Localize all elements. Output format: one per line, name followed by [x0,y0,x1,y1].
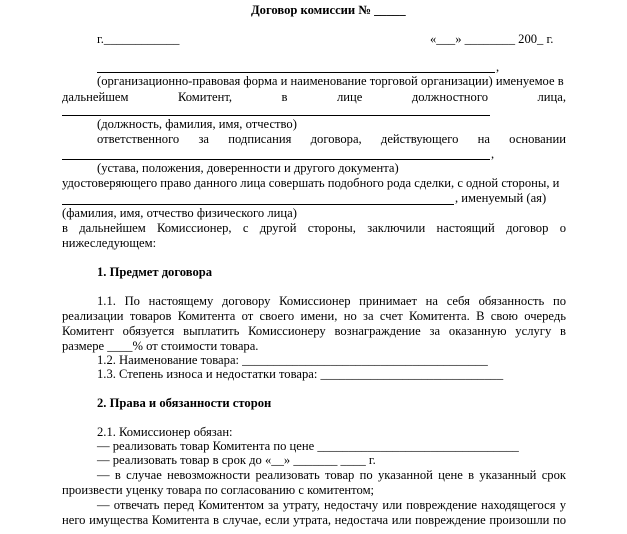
position-caption: (должность, фамилия, имя, отчество) [97,117,297,131]
duty-liability-line-1: — отвечать перед Комитентом за утрату, недостачу или повреждение находящегося у [97,498,566,512]
agreement-line-end: нижеследующем: [62,236,157,250]
clause-1-1-line-1: 1.1. По настоящему договору Комиссионер принимает на себя обязанность по [97,294,566,308]
person-blank-line [62,204,454,205]
basis-caption: (устава, положения, доверенности и другого документа) [97,161,399,175]
clause-1-1-line-2: реализации товаров Комитента от своего имени, но за счет Комитента. В свою очередь [62,309,566,323]
named-as: , именуемый (ая) [455,191,547,205]
duty-liability-line-2: него имущества Комитента в случае, если утрата, недостача или повреждение произошли по [62,513,566,527]
position-blank-line [62,115,490,116]
org-name-blank-line [97,72,495,73]
clause-1-1-line-4: размере ____% от стоимости товара. [62,339,259,353]
org-caption: (организационно-правовая форма и наименование торговой организации) именуемое в [97,74,564,88]
agreement-line: в дальнейшем Комиссионер, с другой стороны, заключили настоящий договор о [62,221,566,235]
basis-blank-line [62,159,490,160]
section-2-title: 2. Права и обязанности сторон [97,396,272,410]
duty-markdown-line-1: — в случае невозможности реализовать товар по указанной цене в указанный срок [97,468,566,482]
duty-deadline: — реализовать товар в срок до «__» _______ ____ г. [97,453,376,467]
person-caption: (фамилия, имя, отчество физического лица) [62,206,297,220]
party1-line: дальнейшем Комитент, в лице должностного лица, [62,90,566,104]
clause-1-2: 1.2. Наименование товара: _______________________________________ [97,353,488,367]
duty-markdown-line-2: произвести уценку товара по согласованию с комитентом; [62,483,375,497]
signatory-line: ответственного за подписания договора, действующего на основании [97,132,566,146]
contract-title: Договор комиссии № _____ [251,3,406,17]
duty-price: — реализовать товар Комитента по цене ________________________________ [97,439,519,453]
authority-line: удостоверяющего право данного лица совершать подобного рода сделки, с одной стороны, и [62,176,560,190]
comma: , [491,147,495,161]
clause-1-3: 1.3. Степень износа и недостатки товара: _____________________________ [97,367,504,381]
clause-1-1-line-3: Комитент обязуется выплатить Комиссионеру вознаграждение за оказанную услугу в [62,324,566,338]
date-field: «___» ________ 200_ г. [430,32,554,46]
city-field: г.____________ [97,32,180,46]
clause-2-1: 2.1. Комиссионер обязан: [97,425,233,439]
comma: , [496,60,500,74]
section-1-title: 1. Предмет договора [97,265,213,279]
